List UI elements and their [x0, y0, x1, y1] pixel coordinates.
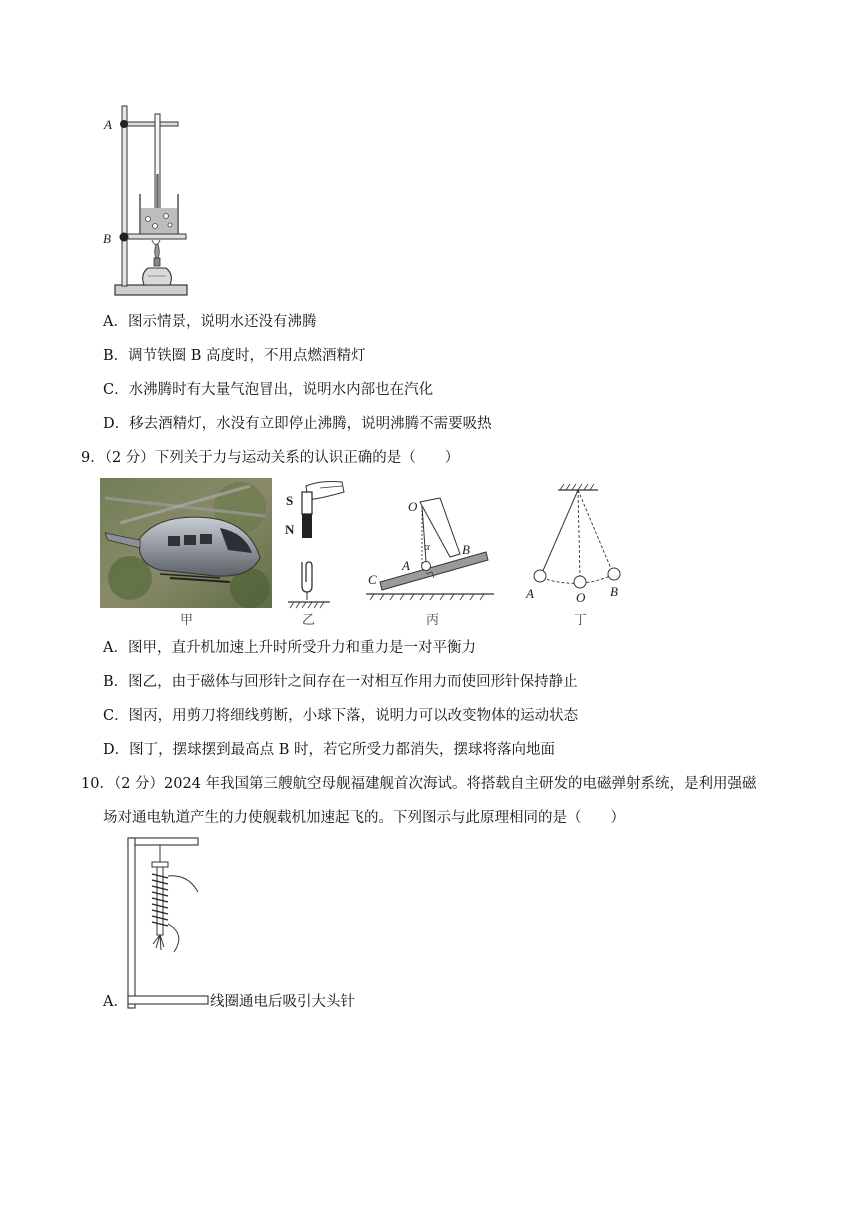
q9-option-a: A．图甲，直升机加速上升时所受升力和重力是一对平衡力: [103, 640, 476, 656]
q10-option-a-letter: A．: [103, 994, 128, 1010]
pendulum-label-o: O: [576, 590, 586, 605]
label-b: B: [103, 231, 111, 246]
q8-option-b: B．调节铁圈 B 高度时，不用点燃酒精灯: [103, 348, 366, 364]
electromagnet-figure: [126, 836, 216, 1012]
q9-option-d: D．图丁，摆球摆到最高点 B 时，若它所受力都消失，摆球将落向地面: [103, 742, 555, 758]
pendulum-label-a: A: [526, 586, 534, 601]
incline-label-b: B: [462, 542, 470, 557]
q10-stem-line-2: 场对通电轨道产生的力使舰载机加速起飞的。下列图示与此原理相同的是（ ）: [103, 810, 625, 826]
helicopter-figure: [100, 478, 272, 608]
q8-option-d: D．移去酒精灯，水没有立即停止沸腾，说明沸腾不需要吸热: [103, 416, 492, 432]
incline-label-a: A: [402, 558, 410, 573]
q9-option-b: B．图乙，由于磁体与回形针之间存在一对相互作用力而使回形针保持静止: [103, 674, 578, 690]
incline-label-alpha: α: [424, 541, 430, 553]
incline-label-o: O: [408, 499, 418, 514]
caption-ding: 丁: [574, 613, 588, 628]
pendulum-label-b: B: [610, 584, 618, 599]
boiling-water-apparatus-figure: [100, 104, 192, 300]
q9-option-c: C．图丙，用剪刀将细线剪断，小球下落，说明力可以改变物体的运动状态: [103, 708, 579, 724]
caption-bing: 丙: [426, 613, 440, 628]
q8-option-c: C．水沸腾时有大量气泡冒出，说明水内部也在汽化: [103, 382, 434, 398]
q10-option-a-text: 线圈通电后吸引大头针: [210, 994, 355, 1010]
pendulum-figure: [520, 478, 630, 630]
incline-ball-figure: [360, 478, 500, 630]
q9-stem: 9．（2 分）下列关于力与运动关系的认识正确的是（ ）: [81, 450, 460, 466]
magnet-paperclip-figure: [280, 478, 352, 630]
magnet-s-label: S: [286, 493, 294, 508]
label-a: A: [104, 117, 112, 132]
incline-label-c: C: [368, 572, 377, 587]
caption-jia: [100, 608, 272, 630]
caption-jia-text: 甲: [180, 613, 194, 628]
caption-yi: 乙: [302, 613, 316, 628]
q10-stem-line-1: 10．（2 分）2024 年我国第三艘航空母舰福建舰首次海试。将搭载自主研发的电磁弹射系统，是利用强磁: [81, 776, 757, 792]
magnet-n-label: N: [285, 522, 295, 537]
q8-option-a: A．图示情景，说明水还没有沸腾: [103, 314, 317, 330]
